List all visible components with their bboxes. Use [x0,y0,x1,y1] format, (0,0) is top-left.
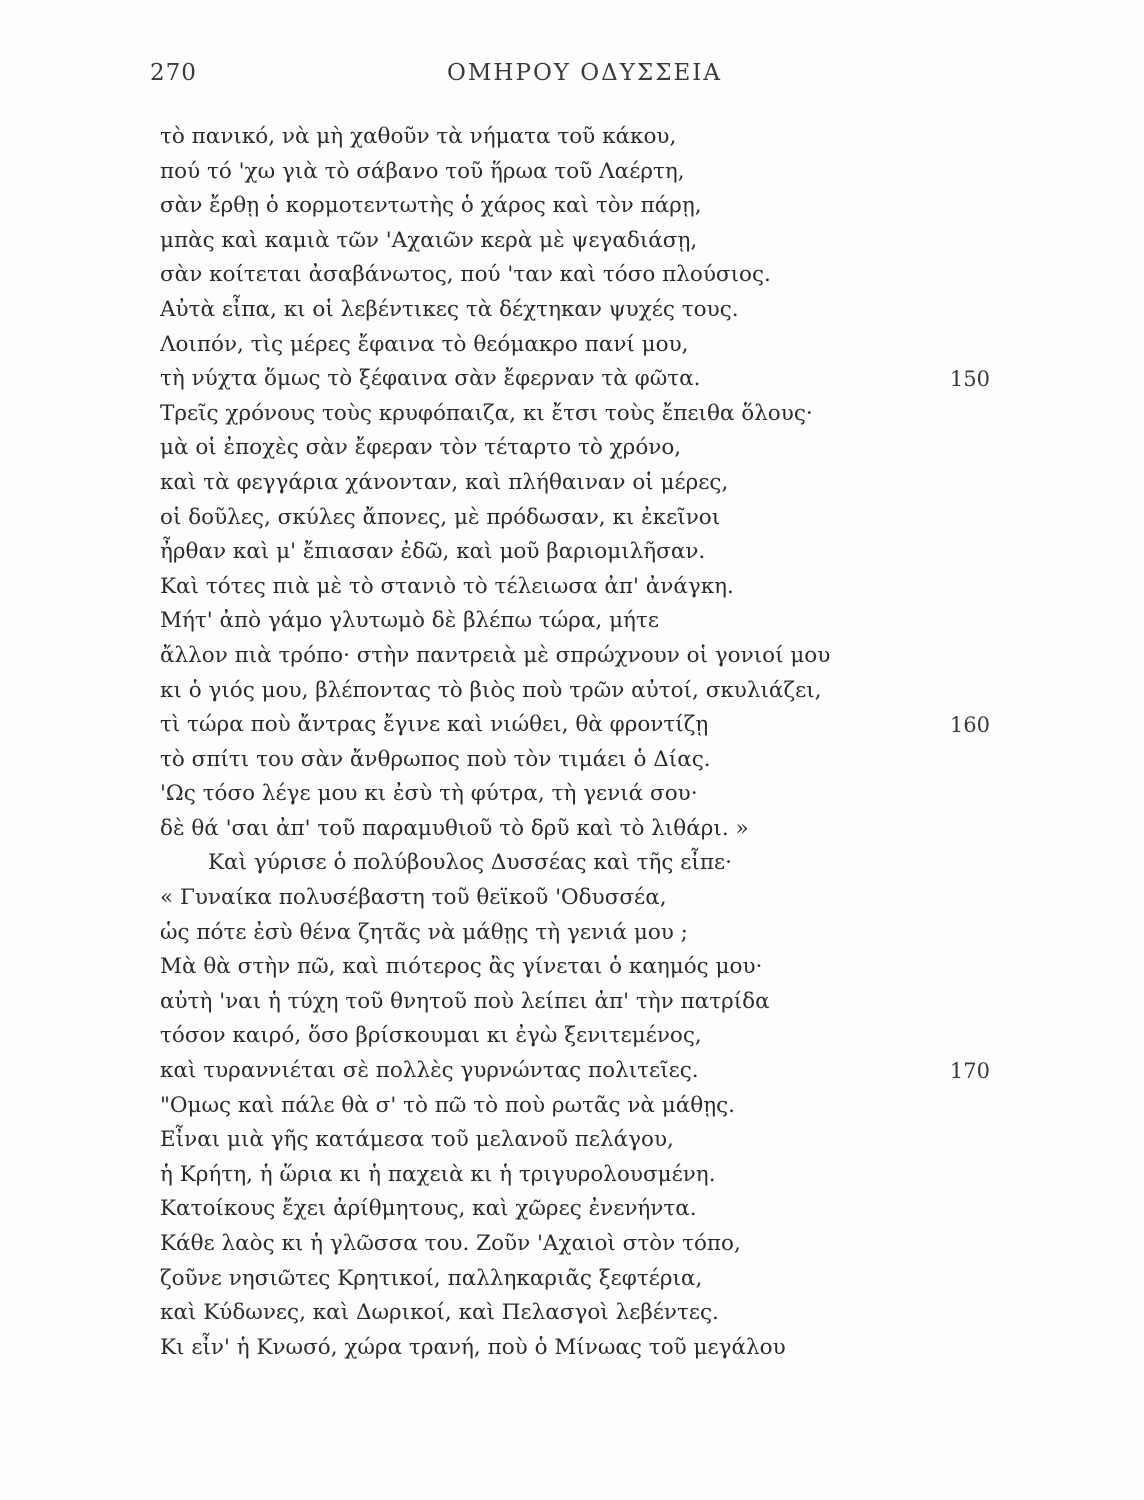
verse-text: ἦρθαν καὶ μ' ἔπιασαν ἐδῶ, καὶ μοῦ βαριομιλῆσαν. [160,539,706,565]
verse-line [160,293,1040,328]
verse-text: μὰ οἱ ἐποχὲς σὰν ἔφεραν τὸν τέταρτο τὸ χρόνο, [160,435,682,461]
verse-text: Λοιπόν, τὶς μέρες ἔφαινα τὸ θεόμακρο πανί μου, [160,331,689,357]
verse-text: « Γυναίκα πολυσέβαστη τοῦ θεϊκοῦ 'Οδυσσέα, [160,885,667,911]
verse-text: Μὰ θὰ στὴν πῶ, καὶ πιότερος ἂς γίνεται ὁ καημός μου· [160,954,763,980]
verse-text: τὶ τώρα ποὺ ἄντρας ἔγινε καὶ νιώθει, θὰ φροντίζῃ [160,712,709,738]
verse-text: τόσον καιρό, ὅσο βρίσκουμαι κι ἐγὼ ξενιτεμένος, [160,1023,702,1049]
verse-line [160,604,1040,639]
verse-text: ἄλλον πιὰ τρόπο· στὴν παντρειὰ μὲ σπρώχνουν οἱ γονιοί μου [160,642,831,668]
verse-line [160,1262,1040,1297]
verse-line [160,639,1040,674]
verse-text: Μήτ' ἀπὸ γάμο γλυτωμὸ δὲ βλέπω τώρα, μήτε [160,608,659,634]
verse-line [160,812,1040,847]
verse-line [160,1331,1040,1366]
verse-line [160,120,1040,155]
verse-line [160,397,1040,432]
verse-line [160,777,1040,812]
verse-line [160,1192,1040,1227]
verse-text: Κατοίκους ἔχει ἀρίθμητους, καὶ χῶρες ἐνενήντα. [160,1196,697,1222]
verse-line [160,224,1040,259]
verse-text: Εἶναι μιὰ γῆς κατάμεσα τοῦ μελανοῦ πελάγου, [160,1127,674,1153]
line-number: 160 [949,713,990,738]
verse-line [160,881,1040,916]
verse-text: Κι εἶν' ἡ Κνωσό, χώρα τρανή, ποὺ ὁ Μίνωας τοῦ μεγάλου [160,1334,786,1360]
line-number: 170 [949,1059,990,1084]
verse-line [160,155,1040,190]
verse-text: "Ομως καὶ πάλε θὰ σ' τὸ πῶ τὸ ποὺ ρωτᾶς νὰ μάθῃς. [160,1092,735,1118]
verse-text: κι ὁ γιός μου, βλέποντας τὸ βιὸς ποὺ τρῶν αὐτοί, σκυλιάζει, [160,677,822,703]
verse-line [160,985,1040,1020]
verse-text: τὸ σπίτι του σὰν ἄνθρωπος ποὺ τὸν τιμάει ὁ Δίας. [160,746,711,772]
verse-line [160,1089,1040,1124]
verse-text: 'Ως τόσο λέγε μου κι ἐσὺ τὴ φύτρα, τὴ γενιά σου· [160,781,698,807]
page-header [0,60,1144,100]
verse-text: καὶ τυραννιέται σὲ πολλὲς γυρνώντας πολιτεῖες. [160,1058,699,1084]
verse-text: αὐτὴ 'ναι ἡ τύχη τοῦ θνητοῦ ποὺ λείπει ἀπ' τὴν πατρίδα [160,988,770,1014]
verse-text: Τρεῖς χρόνους τοὺς κρυφόπαιζα, κι ἔτσι τοὺς ἔπειθα ὅλους· [160,400,813,426]
verse-line [160,1123,1040,1158]
verse-line [160,1019,1040,1054]
verse-text: ὡς πότε ἐσὺ θένα ζητᾶς νὰ μάθῃς τὴ γενιά μου ; [160,919,688,945]
verse-text: Κάθε λαὸς κι ἡ γλῶσσα του. Ζοῦν 'Αχαιοὶ στὸν τόπο, [160,1231,741,1256]
verse-text: οἱ δοῦλες, σκύλες ἄπονες, μὲ πρόδωσαν, κι ἐκεῖνοι [160,504,721,530]
verse-text: Καὶ τότες πιὰ μὲ τὸ στανιὸ τὸ τέλειωσα ἀπ' ἀνάγκη. [160,573,734,599]
verse-text: τὸ πανικό, νὰ μὴ χαθοῦν τὰ νήματα τοῦ κάκου, [160,124,677,149]
verse-text: Καὶ γύρισε ὁ πολύβουλος Δυσσέας καὶ τῆς εἶπε· [208,850,732,876]
verse-line [160,1227,1040,1262]
verse-text: τὴ νύχτα ὅμως τὸ ξέφαινα σὰν ἔφερναν τὰ φῶτα. [160,366,701,392]
line-number: 150 [949,367,990,392]
verse-line [160,535,1040,570]
running-title: ΟΜΗΡΟΥ ΟΔΥΣΣΕΙΑ [447,60,722,86]
verse-text: Αὐτὰ εἶπα, κι οἱ λεβέντικες τὰ δέχτηκαν ψυχές τους. [160,296,739,322]
verse-text: ζοῦνε νησιῶτες Κρητικοί, παλληκαριᾶς ξεφτέρια, [160,1265,703,1291]
verse-text: πού τό 'χω γιὰ τὸ σάβανο τοῦ ἥρωα τοῦ Λαέρτη, [160,158,685,184]
verse-block [160,120,1040,1365]
verse-line [160,916,1040,951]
verse-line [160,846,1040,881]
verse-line [160,708,1040,743]
verse-text: δὲ θά 'σαι ἀπ' τοῦ παραμυθιοῦ τὸ δρῦ καὶ τὸ λιθάρι. » [160,815,749,841]
verse-text: σὰν ἔρθῃ ὁ κορμοτεντωτὴς ὁ χάρος καὶ τὸν πάρῃ, [160,193,702,219]
verse-line [160,1054,1040,1089]
verse-line [160,501,1040,536]
verse-line [160,1296,1040,1331]
verse-line [160,431,1040,466]
page-number: 270 [150,60,197,86]
verse-line [160,674,1040,709]
verse-line [160,362,1040,397]
verse-text: καὶ τὰ φεγγάρια χάνονταν, καὶ πλήθαιναν οἱ μέρες, [160,469,729,495]
verse-line [160,189,1040,224]
verse-text: σὰν κοίτεται ἀσαβάνωτος, πού 'ταν καὶ τόσο πλούσιος. [160,262,771,288]
verse-line [160,1158,1040,1193]
verse-text: ἡ Κρήτη, ἡ ὥρια κι ἡ παχειὰ κι ἡ τριγυρολουσμένη. [160,1161,716,1187]
verse-line [160,950,1040,985]
verse-line [160,328,1040,363]
verse-text: καὶ Κύδωνες, καὶ Δωρικοί, καὶ Πελασγοὶ λεβέντες. [160,1300,719,1326]
verse-line [160,466,1040,501]
verse-text: μπὰς καὶ καμιὰ τῶν 'Αχαιῶν κερὰ μὲ ψεγαδιάσῃ, [160,227,698,253]
verse-line [160,743,1040,778]
verse-line [160,570,1040,605]
verse-line [160,258,1040,293]
